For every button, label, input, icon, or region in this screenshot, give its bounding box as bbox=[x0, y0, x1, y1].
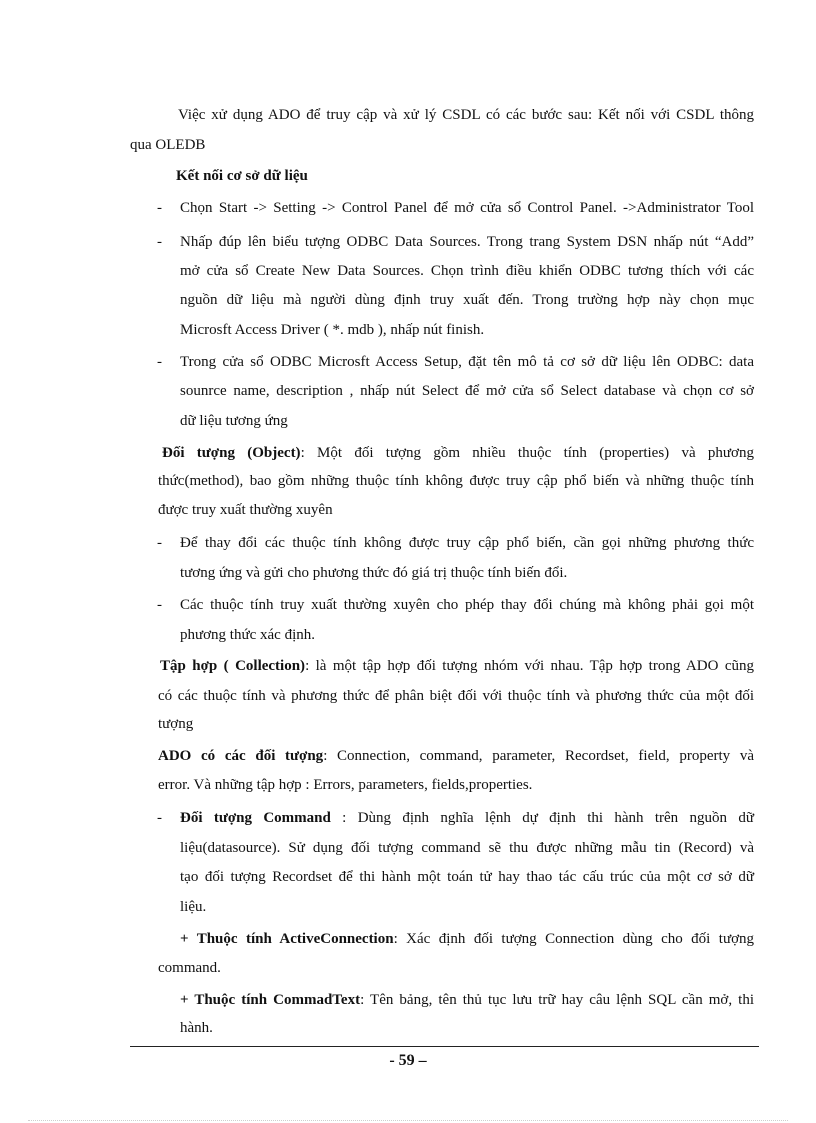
bullet-dash: - bbox=[157, 597, 162, 613]
ado-objects-list: : Connection, command, parameter, Recordset, field, property và bbox=[323, 748, 754, 764]
collection-term: Tập hợp ( Collection) bbox=[160, 658, 306, 674]
footer-rule bbox=[130, 1046, 759, 1047]
step-2-line-3: nguồn dữ liệu mà người dùng định truy xuất đến. Trong trường hợp này chọn mục bbox=[180, 292, 754, 308]
command-term: Đối tượng Command bbox=[180, 810, 331, 826]
step-3-line-3: dữ liệu tương ứng bbox=[180, 413, 288, 429]
page-number: - 59 – bbox=[389, 1052, 427, 1069]
object-bullet-1-line-1: Để thay đổi các thuộc tính không được truy cập phổ biến, cần gọi những phương thức bbox=[180, 535, 754, 551]
bullet-dash: - bbox=[157, 354, 162, 370]
command-text-line-2: hành. bbox=[180, 1020, 213, 1036]
command-line-4: liệu. bbox=[180, 899, 207, 915]
command-line-1 bbox=[180, 808, 754, 828]
ado-objects-line-1 bbox=[158, 746, 754, 766]
object-line-1 bbox=[162, 443, 754, 463]
command-text-term: + Thuộc tính CommadText bbox=[180, 992, 361, 1008]
active-connection-term: + Thuộc tính ActiveConnection bbox=[180, 931, 394, 947]
bullet-dash: - bbox=[157, 234, 162, 250]
heading-text: Kết nối cơ sở dữ liệu bbox=[176, 168, 308, 184]
active-connection-line-2: command. bbox=[158, 960, 221, 976]
intro-line-1: Việc xử dụng ADO để truy cập và xử lý CSDL có các bước sau: Kết nối với CSDL thông bbox=[178, 107, 754, 123]
ado-objects-line-2: error. Và những tập hợp : Errors, parameters, fields,properties. bbox=[158, 777, 533, 793]
bullet-dash: - bbox=[157, 200, 162, 216]
bullet-dash: - bbox=[157, 810, 162, 826]
collection-line-1 bbox=[160, 656, 754, 676]
object-line-2: thức(method), bao gồm những thuộc tính không được truy cập phổ biến và những thuộc tính bbox=[158, 473, 754, 489]
ado-objects-term: ADO có các đối tượng bbox=[158, 748, 324, 764]
object-bullet-2-line-1: Các thuộc tính truy xuất thường xuyên cho phép thay đổi chúng mà không phải gọi một bbox=[180, 597, 754, 613]
step-1: Chọn Start -> Setting -> Control Panel để mở cửa sổ Control Panel. ->Administrator Tool bbox=[180, 200, 754, 216]
step-3-line-2: sounrce name, description , nhấp nút Select để mở cửa sổ Select database và chọn cơ sở bbox=[180, 383, 754, 399]
collection-line-3: tượng bbox=[158, 716, 194, 732]
command-definition: : Dùng định nghĩa lệnh dự định thi hành trên nguồn dữ bbox=[330, 810, 755, 826]
object-term: Đối tượng (Object) bbox=[162, 445, 301, 461]
step-3-line-1: Trong cửa sổ ODBC Microsft Access Setup, đặt tên mô tả cơ sở dữ liệu lên ODBC: data bbox=[180, 354, 754, 370]
object-line-3: được truy xuất thường xuyên bbox=[158, 502, 333, 518]
collection-line-2: có các thuộc tính và phương thức để phân biệt đối với thuộc tính và phương thức của một đối bbox=[158, 688, 754, 704]
step-2-line-2: mở cửa sổ Create New Data Sources. Chọn trình điều khiển ODBC tương thích với các bbox=[180, 263, 754, 279]
page-bottom-divider bbox=[28, 1120, 788, 1121]
command-line-2: liệu(datasource). Sử dụng đối tượng command sẽ thu được những mẫu tin (Record) và bbox=[180, 840, 754, 856]
step-2-line-4: Microsft Access Driver ( *. mdb ), nhấp nút finish. bbox=[180, 322, 485, 338]
object-bullet-2-line-2: phương thức xác định. bbox=[180, 627, 315, 643]
object-bullet-1-line-2: tương ứng và gửi cho phương thức đó giá trị thuộc tính biến đổi. bbox=[180, 565, 568, 581]
step-2-line-1: Nhấp đúp lên biểu tượng ODBC Data Sources. Trong trang System DSN nhấp nút “Add” bbox=[180, 234, 754, 250]
bullet-dash: - bbox=[157, 535, 162, 551]
active-connection-line-1 bbox=[180, 929, 754, 949]
section-heading bbox=[176, 166, 308, 186]
intro-line-2: qua OLEDB bbox=[130, 137, 206, 153]
object-definition: : Một đối tượng gồm nhiều thuộc tính (properties) và phương bbox=[300, 445, 754, 461]
collection-definition: : là một tập hợp đối tượng nhóm với nhau. Tập hợp trong ADO cũng bbox=[305, 658, 754, 674]
command-line-3: tạo đối tượng Recordset để thi hành một toán tử hay thao tác cấu trúc của một cơ sở dữ bbox=[180, 869, 754, 885]
active-connection-definition: : Xác định đối tượng Connection dùng cho đối tượng bbox=[393, 931, 754, 947]
command-text-definition: : Tên bảng, tên thủ tục lưu trữ hay câu lệnh SQL cần mở, thi bbox=[360, 992, 754, 1008]
command-text-line-1 bbox=[180, 990, 754, 1010]
